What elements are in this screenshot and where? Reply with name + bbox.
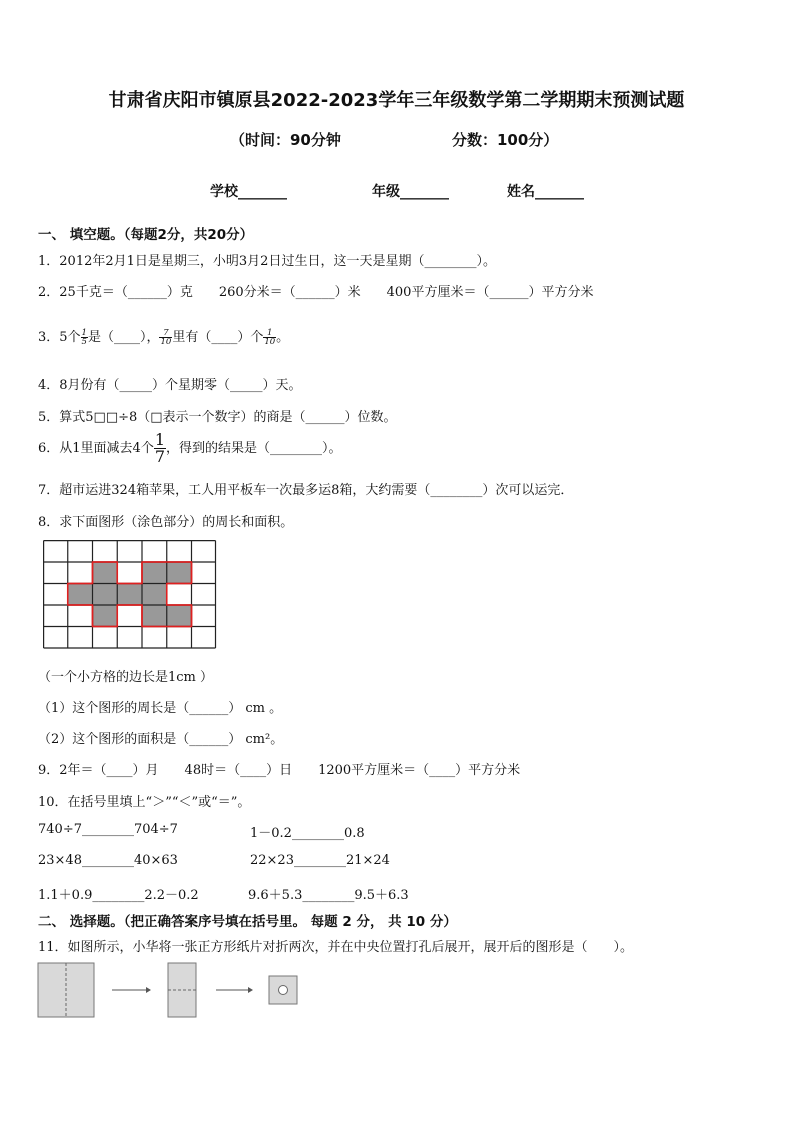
grade-field: 年级_______ — [372, 184, 449, 200]
q10-item: 740÷7________704÷7 — [38, 822, 178, 837]
q3-text-b: 是（____）， — [87, 330, 160, 345]
q3-text-c: 里有（____）个 — [172, 330, 264, 345]
punched-paper-icon — [269, 976, 297, 1004]
paper-fold-figure — [36, 960, 306, 1022]
q3-text-d: 。 — [276, 330, 290, 345]
exam-score: 分数：100分） — [452, 131, 559, 149]
grid-figure — [43, 540, 217, 650]
square-paper-icon — [38, 963, 94, 1017]
q6-text-a: 6．从1里面减去4个 — [38, 441, 154, 456]
q8-part1: （1）这个图形的周长是（______） cm 。 — [38, 701, 283, 716]
q10-item: 22×23________21×24 — [250, 853, 390, 868]
q8-part2: （2）这个图形的面积是（______） cm²。 — [38, 732, 284, 747]
arrow-right-icon — [216, 987, 253, 993]
q10-item: 1.1＋0.9________2.2－0.2 — [38, 888, 199, 903]
question-1: 1．2012年2月1日是星期三，小明3月2日过生日，这一天是星期（________）。 — [38, 254, 496, 269]
fraction-1-5 — [81, 329, 88, 347]
question-9: 9．2年＝（____）月 48时＝（____）日 1200平方厘米＝（____）平方分米 — [38, 763, 521, 778]
question-6 — [38, 432, 342, 465]
question-3 — [38, 326, 289, 347]
q10-item: 1－0.2________0.8 — [250, 826, 365, 841]
name-field: 姓名_______ — [507, 184, 584, 200]
frac-den: 10 — [264, 337, 276, 347]
frac-den: 7 — [154, 447, 166, 466]
exam-time: （时间：90分钟 — [230, 131, 341, 149]
question-11: 11．如图所示，小华将一张正方形纸片对折两次，并在中央位置打孔后展开，展开后的图形是（ ）。 — [38, 940, 634, 955]
folded-paper-icon — [168, 963, 196, 1017]
page-title: 甘肃省庆阳市镇原县2022-2023学年三年级数学第二学期期末预测试题 — [108, 90, 685, 111]
frac-num: 1 — [81, 327, 87, 338]
fraction-1-7 — [154, 432, 166, 465]
question-2: 2．25千克＝（______）克 260分米＝（______）米 400平方厘米＝（______）平方分米 — [38, 285, 594, 300]
question-4: 4．8月份有（_____）个星期零（_____）天。 — [38, 378, 302, 393]
q10-item: 23×48________40×63 — [38, 853, 178, 868]
q10-item: 9.6＋5.3________9.5＋6.3 — [248, 888, 409, 903]
frac-den: 10 — [160, 337, 172, 347]
section1-heading: 一、 填空题。（每题2分，共20分） — [38, 227, 254, 243]
q3-text-a: 3．5个 — [38, 330, 81, 345]
frac-num: 1 — [154, 430, 166, 449]
section2-heading: 二、 选择题。（把正确答案序号填在括号里。 每题 2 分， 共 10 分） — [38, 914, 457, 930]
question-8: 8．求下面图形（涂色部分）的周长和面积。 — [38, 515, 294, 530]
frac-den: 5 — [81, 337, 87, 347]
q6-text-b: ，得到的结果是（________）。 — [166, 441, 342, 456]
frac-num: 7 — [159, 329, 172, 339]
question-10: 10．在括号里填上“＞”“＜”或“＝”。 — [38, 795, 251, 810]
school-field: 学校_______ — [210, 184, 287, 200]
fraction-1-10 — [263, 329, 276, 347]
fraction-7-10 — [159, 329, 172, 347]
arrow-right-icon — [112, 987, 151, 993]
question-7: 7．超市运进324箱苹果，工人用平板车一次最多运8箱，大约需要（________）次可以运完． — [38, 483, 574, 498]
frac-num: 1 — [263, 329, 276, 339]
shaded-shape — [68, 562, 192, 627]
q8-note: （一个小方格的边长是1cm ） — [38, 670, 214, 685]
question-5: 5．算式5□□÷8（□表示一个数字）的商是（______）位数。 — [38, 410, 397, 425]
